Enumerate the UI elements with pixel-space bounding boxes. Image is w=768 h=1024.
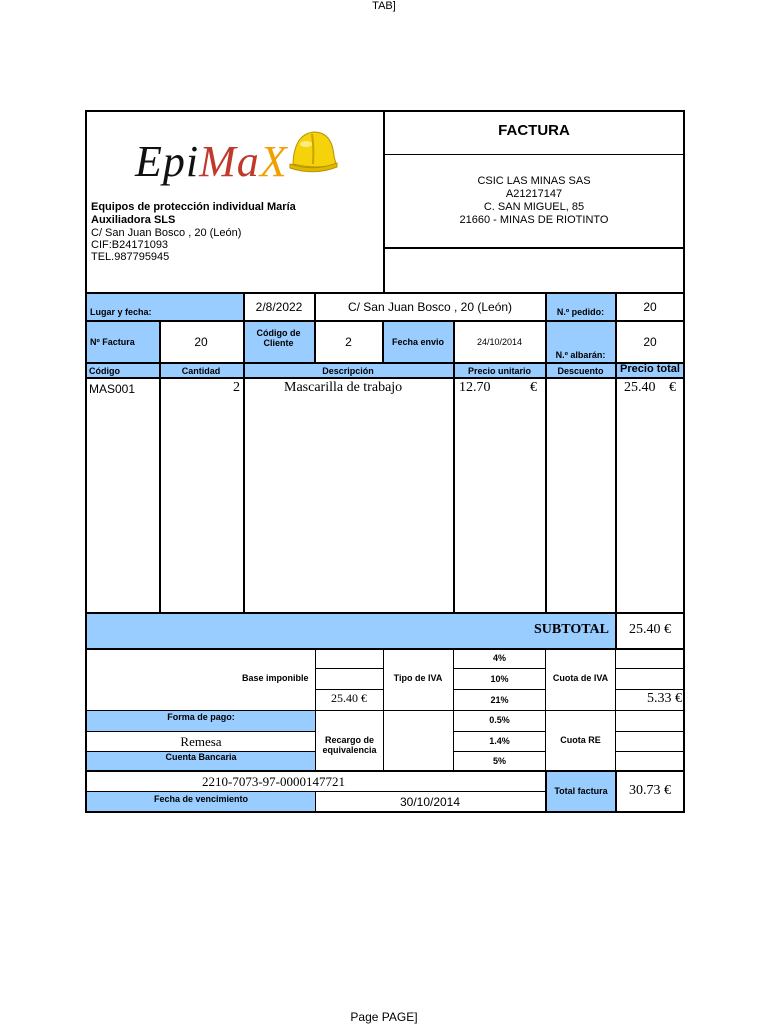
due-value: 30/10/2014 — [399, 795, 461, 809]
client-id: A21217147 — [505, 188, 563, 200]
row-code: MAS001 — [89, 382, 136, 396]
col-header-code: Código — [89, 365, 120, 376]
company-logo — [130, 126, 350, 196]
recargo-label: Recargo de equivalencia — [322, 735, 377, 755]
total-label: Total factura — [554, 786, 608, 796]
page-header: TAB] — [372, 0, 396, 12]
payment-value: Remesa — [180, 734, 222, 749]
re-rate-05: 0.5% — [489, 715, 510, 725]
re-rate-14: 1.4% — [489, 736, 510, 746]
logo-text-epi: Epi — [135, 137, 200, 186]
invoice-title: FACTURA — [498, 122, 570, 139]
row-unit-price: 12.70 — [459, 380, 491, 395]
base-label: Base imponible — [242, 673, 309, 683]
invoice-no-label: Nº Factura — [87, 322, 159, 362]
company-cif: CIF:B24171093 — [91, 239, 169, 251]
subtotal-value: 25.40 € — [629, 622, 671, 637]
col-header-total: Precio total — [620, 362, 680, 375]
ship-date-value: 24/10/2014 — [476, 337, 523, 347]
order-value: 20 — [643, 300, 657, 314]
order-label: N.º pedido: — [546, 294, 615, 320]
company-details — [91, 227, 241, 263]
client-block — [383, 175, 685, 227]
row-total-currency: € — [669, 380, 676, 395]
row-unit-currency: € — [530, 380, 537, 395]
invoice-no-value: 20 — [194, 335, 208, 349]
re-rate-5: 5% — [492, 756, 506, 766]
client-code-value: 2 — [345, 335, 352, 349]
logo-text-x: X — [259, 137, 288, 186]
iva-type-label: Tipo de IVA — [393, 673, 443, 683]
bank-label: Cuenta Bancaria — [165, 752, 237, 762]
col-header-discount: Descuento — [557, 365, 604, 376]
iva-quota-value: 5.33 € — [647, 691, 682, 706]
ship-date-label: Fecha envio — [383, 322, 453, 362]
company-tel: TEL.987795945 — [91, 251, 170, 263]
due-label: Fecha de vencimiento — [153, 794, 249, 804]
payment-label: Forma de pago: — [167, 712, 235, 722]
row-total: 25.40 — [624, 380, 656, 395]
col-header-qty: Cantidad — [181, 365, 221, 376]
iva-rate-10: 10% — [490, 674, 509, 684]
client-street: C. SAN MIGUEL, 85 — [483, 201, 585, 213]
helmet-icon — [288, 126, 338, 174]
page-footer: Page PAGE] — [350, 1010, 418, 1024]
base-value: 25.40 € — [331, 691, 367, 705]
iva-quota-label: Cuota de IVA — [552, 673, 609, 683]
invoice-date: 2/8/2022 — [255, 300, 303, 314]
iva-rate-21: 21% — [490, 695, 509, 705]
bank-value: 2210-7073-97-0000147721 — [202, 774, 345, 789]
row-desc: Mascarilla de trabajo — [284, 380, 403, 395]
place-date-label: Lugar y fecha: — [87, 294, 243, 320]
client-code-label: Código de Cliente — [243, 322, 314, 362]
iva-rate-4: 4% — [492, 653, 506, 663]
delivery-label: N.º albarán: — [546, 322, 615, 362]
col-header-desc: Descripción — [322, 365, 374, 376]
subtotal-label: SUBTOTAL — [534, 622, 609, 637]
client-name: CSIC LAS MINAS SAS — [477, 175, 591, 187]
row-qty: 2 — [233, 380, 240, 395]
company-name: Equipos de protección individual María Auxiliadora SLS — [91, 201, 296, 226]
client-city: 21660 - MINAS DE RIOTINTO — [459, 214, 609, 226]
re-quota-label: Cuota RE — [560, 735, 601, 745]
delivery-value: 20 — [643, 335, 657, 349]
col-header-unit: Precio unitario — [467, 365, 531, 376]
total-value: 30.73 € — [629, 783, 671, 798]
invoice-place: C/ San Juan Bosco , 20 (León) — [347, 300, 513, 314]
logo-text-ma: Ma — [199, 137, 260, 186]
company-address: C/ San Juan Bosco , 20 (León) — [91, 227, 242, 239]
